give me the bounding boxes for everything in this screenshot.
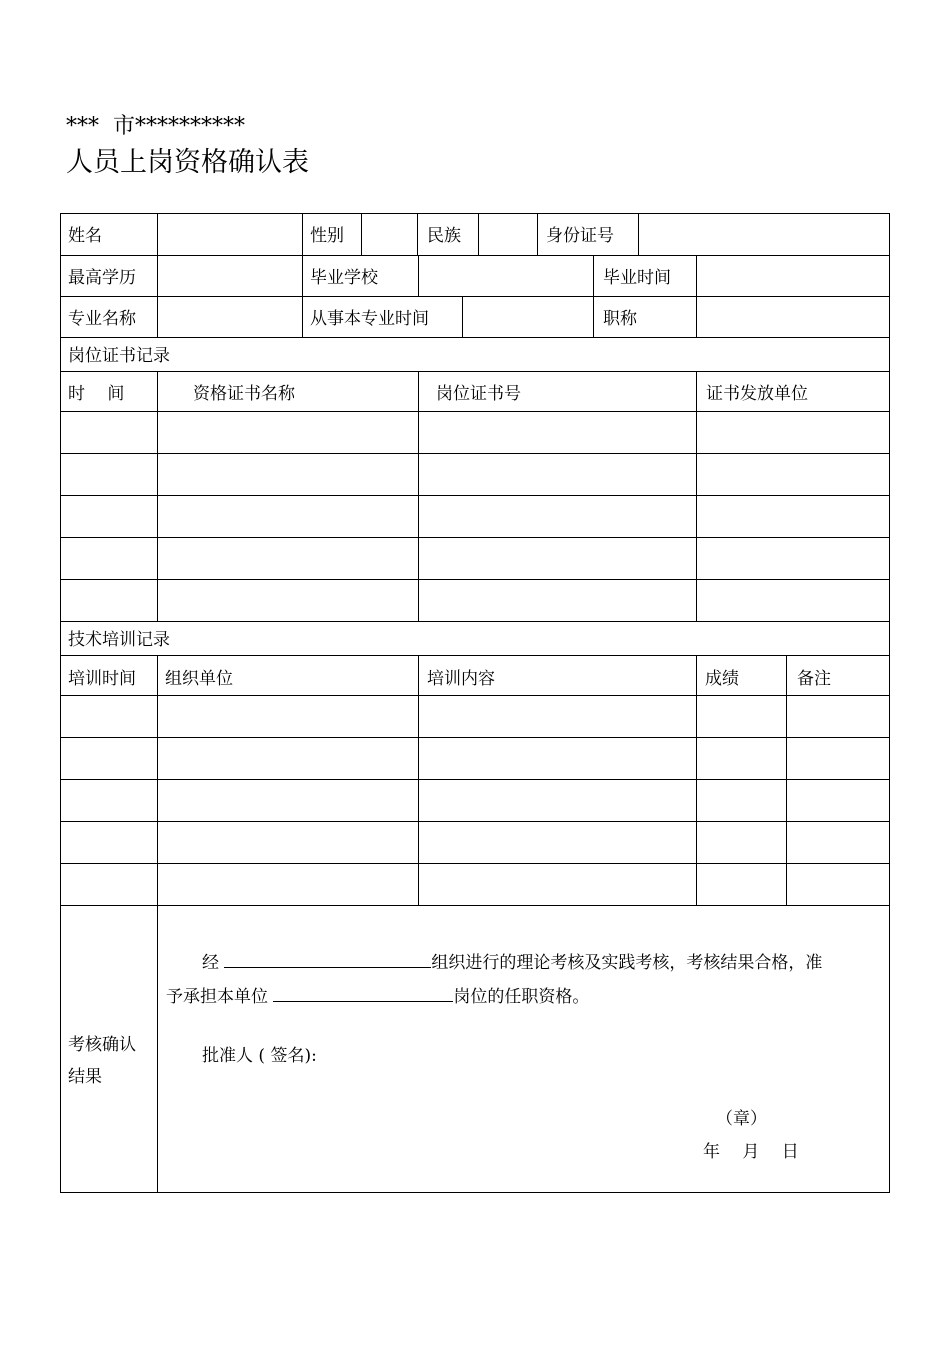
- training-col-time: 培训时间: [68, 669, 136, 689]
- col-divider: [361, 214, 362, 255]
- col-divider: [537, 214, 538, 255]
- assessment-label: 考核确认结果: [68, 1035, 136, 1087]
- assessment-line2-suffix: 岗位的任职资格。: [453, 987, 590, 1007]
- col-divider: [157, 214, 158, 338]
- row-divider: [61, 863, 890, 864]
- col-divider: [302, 255, 303, 337]
- row-divider: [61, 621, 890, 622]
- col-divider: [418, 655, 419, 905]
- cert-section-label: 岗位证书记录: [68, 346, 170, 366]
- training-col-content: 培训内容: [427, 669, 495, 689]
- row-divider: [61, 411, 890, 412]
- row-divider: [61, 296, 890, 297]
- assessment-line2: [166, 983, 589, 1007]
- col-divider: [418, 255, 419, 296]
- training-col-org: 组织单位: [165, 669, 233, 689]
- row-divider: [61, 695, 890, 696]
- col-divider: [157, 371, 158, 621]
- row-divider: [61, 255, 890, 256]
- col-divider: [786, 655, 787, 905]
- assessment-line1: [202, 949, 822, 973]
- job-title-label: 职称: [603, 309, 637, 329]
- col-divider: [462, 296, 463, 337]
- col-divider: [593, 255, 594, 337]
- cert-col-time: 时 间: [68, 384, 125, 404]
- col-divider: [302, 214, 303, 255]
- row-divider: [61, 371, 890, 372]
- row-divider: [61, 579, 890, 580]
- cert-col-name: 资格证书名称: [193, 384, 295, 404]
- name-label: 姓名: [68, 226, 102, 246]
- row-divider: [61, 453, 890, 454]
- col-divider: [418, 371, 419, 621]
- date-label: 年 月 日: [703, 1142, 799, 1162]
- work-time-label: 从事本专业时间: [310, 309, 429, 329]
- major-label: 专业名称: [68, 309, 136, 329]
- assessment-line2-prefix: 予承担本单位: [166, 987, 268, 1007]
- col-divider: [478, 214, 479, 255]
- id-number-label: 身份证号: [546, 226, 614, 246]
- assessment-mid: 组织进行的理论考核及实践考核，考核结果合格，准: [431, 953, 823, 973]
- row-divider: [61, 779, 890, 780]
- education-label: 最高学历: [68, 268, 136, 288]
- graduation-time-label: 毕业时间: [603, 268, 671, 288]
- approver-label: 批准人 ( 签名):: [202, 1046, 317, 1066]
- col-divider: [696, 255, 697, 337]
- cert-col-issuer: 证书发放单位: [706, 384, 808, 404]
- ethnicity-label: 民族: [427, 226, 461, 246]
- gender-label: 性别: [310, 226, 344, 246]
- training-col-remark: 备注: [797, 669, 831, 689]
- row-divider: [61, 495, 890, 496]
- position-blank[interactable]: [273, 983, 453, 1002]
- form-title: 人员上岗资格确认表: [66, 147, 309, 178]
- qualification-form: [60, 213, 890, 1193]
- training-col-score: 成绩: [705, 669, 739, 689]
- city-line: *** 市**********: [66, 114, 245, 139]
- col-divider: [696, 371, 697, 621]
- col-divider: [417, 214, 418, 255]
- training-section-label: 技术培训记录: [68, 630, 170, 650]
- row-divider: [61, 737, 890, 738]
- row-divider: [61, 821, 890, 822]
- school-label: 毕业学校: [310, 268, 378, 288]
- col-divider: [696, 655, 697, 905]
- cert-col-number: 岗位证书号: [436, 384, 521, 404]
- col-divider: [157, 655, 158, 1193]
- row-divider: [61, 655, 890, 656]
- document-header: [66, 112, 309, 182]
- row-divider: [61, 905, 890, 906]
- seal-label: （章）: [716, 1109, 767, 1129]
- row-divider: [61, 537, 890, 538]
- row-divider: [61, 337, 890, 338]
- assessment-prefix: 经: [202, 953, 219, 973]
- organizer-blank[interactable]: [224, 949, 431, 968]
- col-divider: [638, 214, 639, 255]
